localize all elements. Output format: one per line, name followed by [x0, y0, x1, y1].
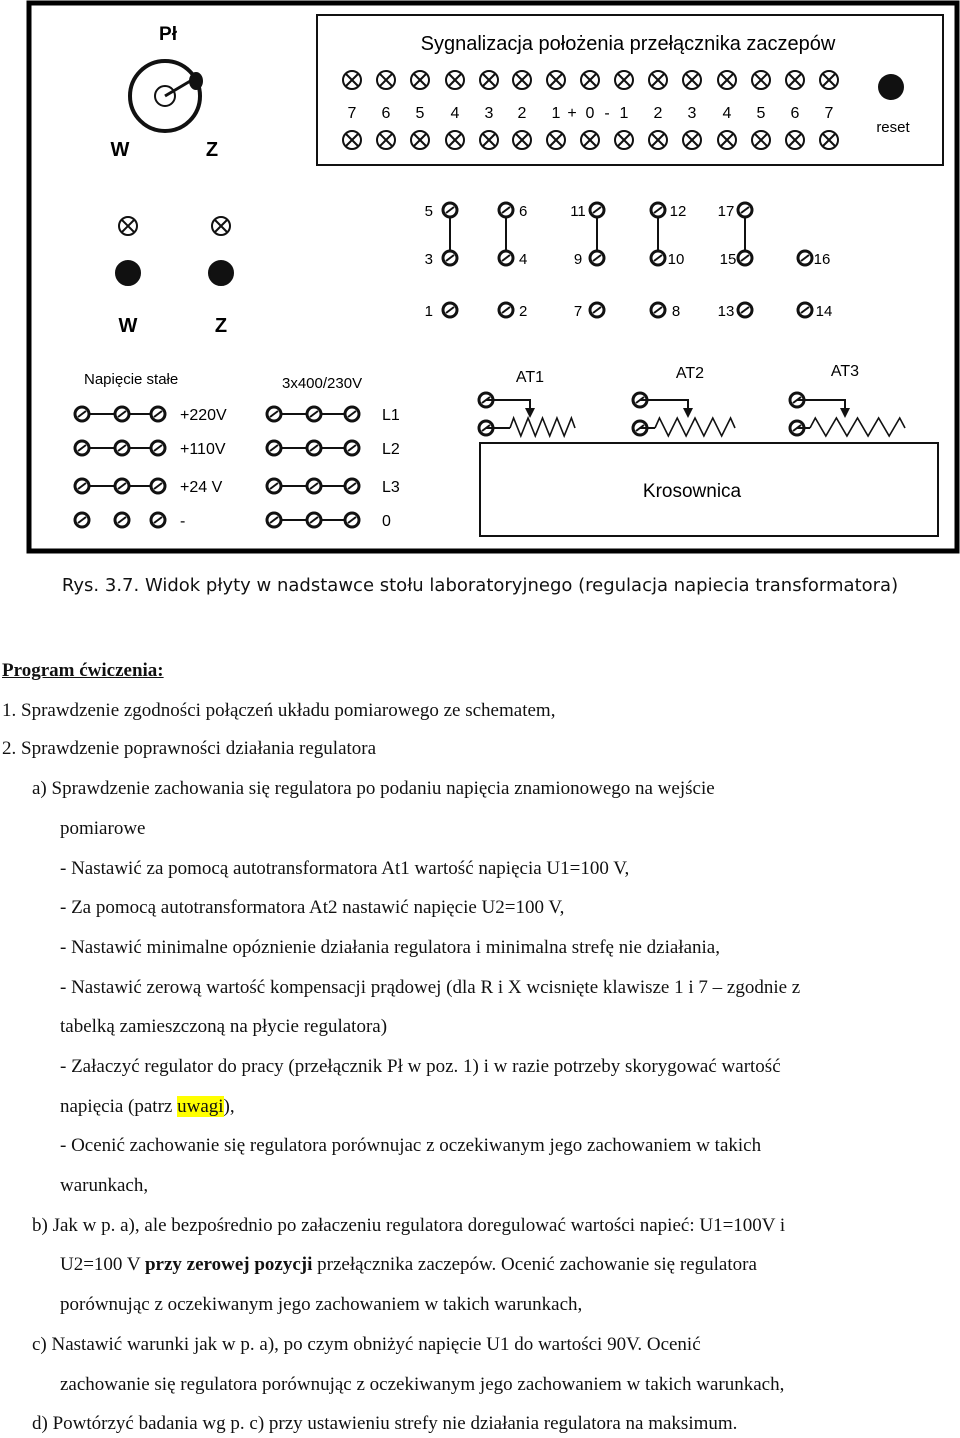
- ac-socket[interactable]: [345, 513, 359, 527]
- signal-title: Sygnalizacja położenia przełącznika zaczepów: [420, 33, 836, 55]
- at-label: AT2: [675, 365, 705, 382]
- ac-socket[interactable]: [267, 513, 281, 527]
- signal-number: -: [604, 105, 610, 122]
- tap-label: 15: [719, 251, 737, 268]
- tap-socket[interactable]: [738, 203, 752, 217]
- ac-socket[interactable]: [345, 441, 359, 455]
- program-line: porównując z oczekiwanym jego zachowaniem w takich warunkach,: [60, 1294, 583, 1315]
- at-arrow-icon: [683, 408, 693, 418]
- signal-number: 2: [517, 105, 527, 122]
- signal-lamp-icon: [547, 71, 565, 89]
- ac-socket[interactable]: [267, 407, 281, 421]
- ac-title: 3x400/230V: [282, 375, 363, 392]
- program-line: - Załaczyć regulator do pracy (przełącznik Pł w poz. 1) i w razie potrzeby skorygować wartość: [60, 1056, 781, 1077]
- program-line: c) Nastawić warunki jak w p. a), po czym obniżyć napięcie U1 do wartości 90V. Ocenić: [32, 1334, 701, 1355]
- signal-lamp-icon: [581, 71, 599, 89]
- dc-socket[interactable]: [115, 513, 129, 527]
- dc-socket[interactable]: [115, 441, 129, 455]
- tap-socket[interactable]: [651, 251, 665, 265]
- signal-number: 5: [756, 105, 766, 122]
- autotransformers: [479, 363, 905, 436]
- signal-lamp-icon: [820, 131, 838, 149]
- signal-lamp-icon: [411, 71, 429, 89]
- signal-lamp-icon: [683, 71, 701, 89]
- program-line: - Nastawić minimalne opóznienie działania regulatora i minimalna strefę nie działania,: [60, 937, 720, 958]
- figure-caption: Rys. 3.7. Widok płyty w nadstawce stołu laboratoryjnego (regulacja napiecia transformatora): [61, 575, 899, 596]
- program-line: tabelką zamieszczoną na płycie regulatora): [60, 1016, 388, 1037]
- dc-socket[interactable]: [151, 407, 165, 421]
- tap-label: 6: [519, 203, 528, 220]
- switch-z-label: Z: [205, 139, 219, 161]
- dc-label: +110V: [180, 441, 226, 458]
- tap-label: 1: [424, 303, 433, 320]
- tap-socket[interactable]: [499, 203, 513, 217]
- signal-lamp-icon: [649, 71, 667, 89]
- at-winding: [655, 418, 735, 436]
- at-winding: [510, 418, 575, 436]
- dc-socket[interactable]: [75, 479, 89, 493]
- signal-number: 6: [381, 105, 391, 122]
- signal-lamp-icon: [752, 131, 770, 149]
- ac-label: 0: [382, 513, 391, 530]
- signal-numbers: [348, 105, 834, 122]
- program-line: - Ocenić zachowanie się regulatora porównujac z oczekiwanym jego zachowaniem w takich: [60, 1135, 762, 1156]
- signal-lamp-icon: [377, 71, 395, 89]
- at-winding: [810, 418, 905, 436]
- program-line: U2=100 V przy zerowej pozycji przełącznika zaczepów. Ocenić zachowanie się regulatora: [60, 1254, 757, 1275]
- ac-socket[interactable]: [345, 479, 359, 493]
- tap-label: 8: [671, 303, 681, 320]
- signal-lamp-icon: [377, 131, 395, 149]
- tap-label: 11: [570, 203, 586, 220]
- pl-switch[interactable]: [130, 61, 203, 131]
- signal-lamp-icon: [820, 71, 838, 89]
- dc-socket[interactable]: [151, 479, 165, 493]
- signal-lamp-icon: [683, 131, 701, 149]
- panel-figure: [0, 0, 960, 560]
- tap-socket[interactable]: [798, 303, 812, 317]
- signal-lamps-top: [343, 71, 838, 89]
- signal-lamp-icon: [649, 131, 667, 149]
- tap-label: 13: [717, 303, 735, 320]
- program-line: 2. Sprawdzenie poprawności działania regulatora: [2, 738, 377, 759]
- tap-socket[interactable]: [651, 203, 665, 217]
- button-w-label: W: [118, 315, 138, 337]
- signal-lamp-icon: [752, 71, 770, 89]
- ac-socket[interactable]: [307, 441, 321, 455]
- reset-label: reset: [876, 119, 910, 136]
- signal-number: 5: [415, 105, 425, 122]
- tap-label: 10: [667, 251, 685, 268]
- tap-socket[interactable]: [443, 251, 457, 265]
- program-line: zachowanie się regulatora porównując z oczekiwanym jego zachowaniem w takich warunkach,: [60, 1374, 785, 1395]
- tap-socket[interactable]: [590, 251, 604, 265]
- tap-label: 12: [669, 203, 687, 220]
- dc-socket[interactable]: [75, 441, 89, 455]
- ac-socket[interactable]: [345, 407, 359, 421]
- signal-lamp-icon: [480, 131, 498, 149]
- signal-lamp-icon: [786, 131, 804, 149]
- program-line: - Nastawić zerową wartość kompensacji prądowej (dla R i X wcisnięte klawisze 1 i 7 – zgodnie z: [60, 977, 801, 998]
- ac-label: L1: [382, 407, 400, 424]
- signal-number: 2: [653, 105, 663, 122]
- dc-socket[interactable]: [151, 441, 165, 455]
- dc-socket[interactable]: [151, 513, 165, 527]
- at-label: AT1: [515, 369, 545, 386]
- signal-lamp-icon: [718, 71, 736, 89]
- tap-socket[interactable]: [738, 303, 752, 317]
- signal-number: 7: [824, 105, 834, 122]
- reset-button[interactable]: [878, 74, 904, 100]
- z-button[interactable]: [209, 261, 233, 285]
- signal-lamp-icon: [446, 71, 464, 89]
- signal-lamp-icon: [411, 131, 429, 149]
- program-line: d) Powtórzyć badania wg p. c) przy ustawieniu strefy nie działania regulatora na maksimum.: [32, 1413, 738, 1434]
- signal-number: 1: [551, 105, 561, 122]
- at-arrow-icon: [840, 408, 850, 418]
- ac-socket[interactable]: [307, 479, 321, 493]
- tap-label: 7: [573, 303, 583, 320]
- ac-label: L2: [382, 441, 400, 458]
- at-label: AT3: [830, 363, 860, 380]
- ac-socket[interactable]: [307, 407, 321, 421]
- tap-socket[interactable]: [738, 251, 752, 265]
- signal-lamps-bottom: [343, 131, 838, 149]
- signal-lamp-icon: [615, 71, 633, 89]
- signal-lamp-icon: [480, 71, 498, 89]
- signal-lamp-icon: [446, 131, 464, 149]
- program-line: warunkach,: [60, 1175, 149, 1196]
- at-arrow-icon: [525, 408, 535, 418]
- program-line: pomiarowe: [60, 818, 146, 839]
- tap-socket[interactable]: [798, 251, 812, 265]
- tap-label: 14: [815, 303, 833, 320]
- krosownica-label: Krosownica: [642, 481, 742, 502]
- tap-socket[interactable]: [443, 203, 457, 217]
- ac-sockets: [267, 407, 400, 530]
- signal-number: 4: [450, 105, 460, 122]
- ac-label: L3: [382, 479, 400, 496]
- dc-socket[interactable]: [75, 513, 89, 527]
- ac-socket[interactable]: [267, 479, 281, 493]
- z-lamp-icon: [212, 217, 230, 235]
- tap-socket[interactable]: [651, 303, 665, 317]
- program-line: - Za pomocą autotransformatora At2 nastawić napięcie U2=100 V,: [60, 897, 565, 918]
- dc-title: Napięcie stałe: [84, 371, 179, 388]
- signal-lamp-icon: [786, 71, 804, 89]
- at-wiper: [811, 400, 845, 412]
- tap-label: 3: [424, 251, 433, 268]
- signal-lamp-icon: [718, 131, 736, 149]
- tap-label: 17: [717, 203, 735, 220]
- w-lamp-icon: [119, 217, 137, 235]
- dc-socket[interactable]: [115, 479, 129, 493]
- ac-socket[interactable]: [307, 513, 321, 527]
- dc-socket[interactable]: [115, 407, 129, 421]
- signal-lamp-icon: [581, 131, 599, 149]
- tap-socket[interactable]: [499, 303, 513, 317]
- signal-number: 4: [722, 105, 732, 122]
- program-title: Program ćwiczenia:: [2, 660, 164, 681]
- ac-socket[interactable]: [267, 441, 281, 455]
- uwagi-highlight: uwagi: [177, 1096, 224, 1117]
- tap-label: 9: [573, 251, 583, 268]
- signal-lamp-icon: [343, 131, 361, 149]
- signal-lamp-icon: [343, 71, 361, 89]
- tap-socket[interactable]: [590, 303, 604, 317]
- dc-socket[interactable]: [75, 407, 89, 421]
- signal-lamp-icon: [513, 71, 531, 89]
- pl-label: Pł: [159, 24, 177, 45]
- tap-socket[interactable]: [590, 203, 604, 217]
- button-z-label: Z: [214, 315, 228, 337]
- tap-sockets: [425, 203, 833, 320]
- dc-sockets: [75, 407, 227, 530]
- dc-label: +24 V: [180, 479, 223, 496]
- tap-socket[interactable]: [499, 251, 513, 265]
- program-line: 1. Sprawdzenie zgodności połączeń układu pomiarowego ze schematem,: [2, 700, 556, 721]
- w-button[interactable]: [116, 261, 140, 285]
- signal-lamp-icon: [615, 131, 633, 149]
- tap-socket[interactable]: [443, 303, 457, 317]
- tap-label: 2: [519, 303, 528, 320]
- tap-label: 4: [519, 251, 528, 268]
- dc-label: +220V: [180, 407, 227, 424]
- program-line: napięcia (patrz uwagi),: [60, 1096, 235, 1117]
- signal-number: 7: [347, 105, 357, 122]
- dc-label: -: [180, 513, 186, 530]
- program-line: a) Sprawdzenie zachowania się regulatora po podaniu napięcia znamionowego na wejście: [32, 778, 715, 799]
- signal-lamp-icon: [547, 131, 565, 149]
- signal-lamp-icon: [513, 131, 531, 149]
- program-line: - Nastawić za pomocą autotransformatora At1 wartość napięcia U1=100 V,: [60, 858, 630, 879]
- at-wiper: [500, 400, 530, 412]
- tap-label: 5: [424, 203, 433, 220]
- signal-number: 6: [790, 105, 800, 122]
- program-line: b) Jak w p. a), ale bezpośrednio po załaczeniu regulatora doregulować wartości napieć: U1=100V i: [32, 1215, 786, 1236]
- signal-number: 3: [484, 105, 494, 122]
- switch-w-label: W: [110, 139, 130, 161]
- signal-number: 0: [585, 105, 595, 122]
- signal-number: 1: [619, 105, 629, 122]
- tap-label: 16: [813, 251, 831, 268]
- at-wiper: [654, 400, 688, 412]
- signal-number: 3: [687, 105, 697, 122]
- signal-number: +: [567, 105, 577, 122]
